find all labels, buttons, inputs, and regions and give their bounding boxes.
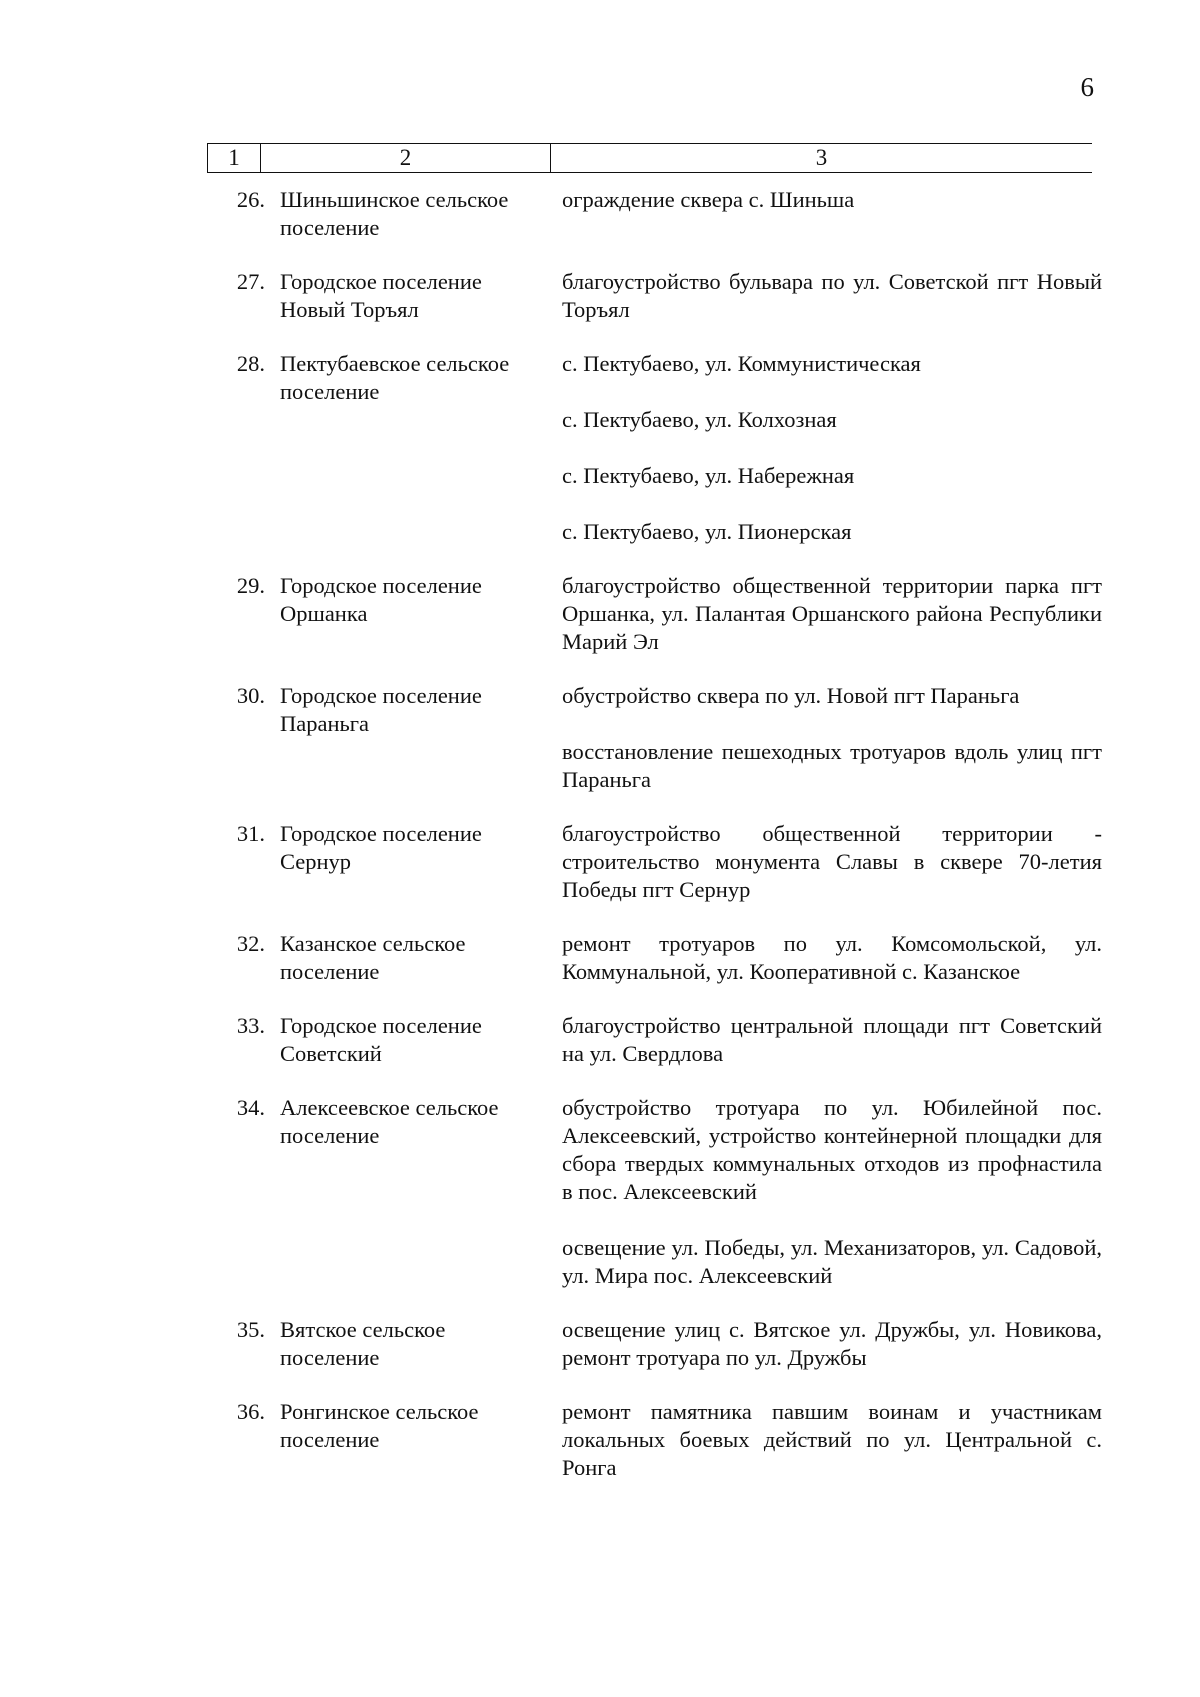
header-cell-3: 3 [550,144,1092,172]
table-row [207,682,1102,794]
table-row [207,1012,1102,1068]
project-item: с. Пектубаево, ул. Колхозная [562,407,837,432]
page-number: 6 [1080,72,1094,102]
project-list [562,930,1102,986]
row-number: 32. [236,931,265,956]
row-number: 36. [236,1399,265,1424]
project-list [562,186,1102,242]
project-item: ремонт памятника павшим воинам и участникам локальных боевых действий по ул. Центральной с. Ронга [562,1399,1102,1480]
project-item: благоустройство общественной территории - строительство монумента Славы в сквере 70-летия Победы пгт Сернур [562,821,1102,902]
table-row [207,930,1102,986]
project-list [562,1316,1102,1372]
settlement-name-line: Городское поселение [280,1013,482,1038]
settlement-name-line: поселение [280,1427,380,1452]
row-number: 35. [236,1317,265,1342]
project-item: восстановление пешеходных тротуаров вдоль улиц пгт Параньга [562,739,1102,792]
settlement-name-line: поселение [280,959,380,984]
table-row [207,820,1102,904]
settlement-name [265,820,562,904]
settlement-name-line: Ронгинское сельское [280,1399,479,1424]
table-row [207,1316,1102,1372]
row-number: 30. [236,683,265,708]
project-item: ремонт тротуаров по ул. Комсомольской, ул. Коммунальной, ул. Кооперативной с. Казанское [562,931,1102,984]
project-item: благоустройство общественной территории парка пгт Оршанка, ул. Палантая Оршанского района Республики Марий Эл [562,573,1102,654]
settlement-name [265,572,562,656]
settlement-name [265,1398,562,1482]
project-list [562,572,1102,656]
settlement-name-line: поселение [280,379,380,404]
table-row [207,1094,1102,1290]
project-item: благоустройство центральной площади пгт Советский на ул. Свердлова [562,1013,1102,1066]
settlement-name-line: Алексеевское сельское [280,1095,499,1120]
settlement-name-line: Казанское сельское [280,931,466,956]
project-item: освещение ул. Победы, ул. Механизаторов, ул. Садовой, ул. Мира пос. Алексеевский [562,1235,1102,1288]
project-list [562,1012,1102,1068]
project-item: ограждение сквера с. Шиньша [562,187,855,212]
settlement-name [265,268,562,324]
settlement-name [265,930,562,986]
project-item: обустройство тротуара по ул. Юбилейной пос. Алексеевский, устройство контейнерной площадки для сбора твердых коммунальных отходов из профнастила в пос. Алексеевский [562,1095,1102,1204]
row-number: 29. [236,573,265,598]
table-row [207,186,1102,242]
settlement-name-line: Городское поселение [280,573,482,598]
settlement-name-line: Городское поселение [280,821,482,846]
settlement-name-line: Новый Торъял [280,297,419,322]
table-row [207,572,1102,656]
table-header [207,143,1092,173]
project-item: обустройство сквера по ул. Новой пгт Параньга [562,683,1020,708]
settlement-name-line: Параньга [280,711,369,736]
row-number: 28. [236,351,265,376]
project-list [562,1094,1102,1290]
project-list [562,820,1102,904]
settlement-name [265,1094,562,1290]
settlement-name-line: Городское поселение [280,269,482,294]
settlement-name-line: Вятское сельское [280,1317,446,1342]
header-cell-2: 2 [260,144,550,172]
settlement-name-line: поселение [280,215,380,240]
table-body [207,186,1102,1508]
project-item: благоустройство бульвара по ул. Советской пгт Новый Торъял [562,269,1102,322]
project-item: с. Пектубаево, ул. Пионерская [562,519,852,544]
project-list [562,268,1102,324]
row-number: 33. [236,1013,265,1038]
row-number: 27. [236,269,265,294]
row-number: 31. [236,821,265,846]
settlement-name-line: Советский [280,1041,382,1066]
settlement-name [265,682,562,794]
project-list [562,682,1102,794]
settlement-name [265,1012,562,1068]
table-row [207,350,1102,546]
table-row [207,268,1102,324]
settlement-name-line: Городское поселение [280,683,482,708]
project-item: освещение улиц с. Вятское ул. Дружбы, ул. Новикова, ремонт тротуара по ул. Дружбы [562,1317,1102,1370]
settlement-name-line: Шиньшинское сельское [280,187,509,212]
settlement-name [265,186,562,242]
row-number: 26. [236,187,265,212]
project-list [562,1398,1102,1482]
row-number: 34. [236,1095,265,1120]
settlement-name-line: поселение [280,1123,380,1148]
project-list [562,350,1102,546]
settlement-name-line: Оршанка [280,601,368,626]
project-item: с. Пектубаево, ул. Набережная [562,463,855,488]
project-item: с. Пектубаево, ул. Коммунистическая [562,351,921,376]
settlement-name [265,350,562,546]
settlement-name [265,1316,562,1372]
header-cell-1: 1 [207,144,260,172]
settlement-name-line: Пектубаевское сельское [280,351,510,376]
settlement-name-line: поселение [280,1345,380,1370]
settlement-name-line: Сернур [280,849,352,874]
table-row [207,1398,1102,1482]
